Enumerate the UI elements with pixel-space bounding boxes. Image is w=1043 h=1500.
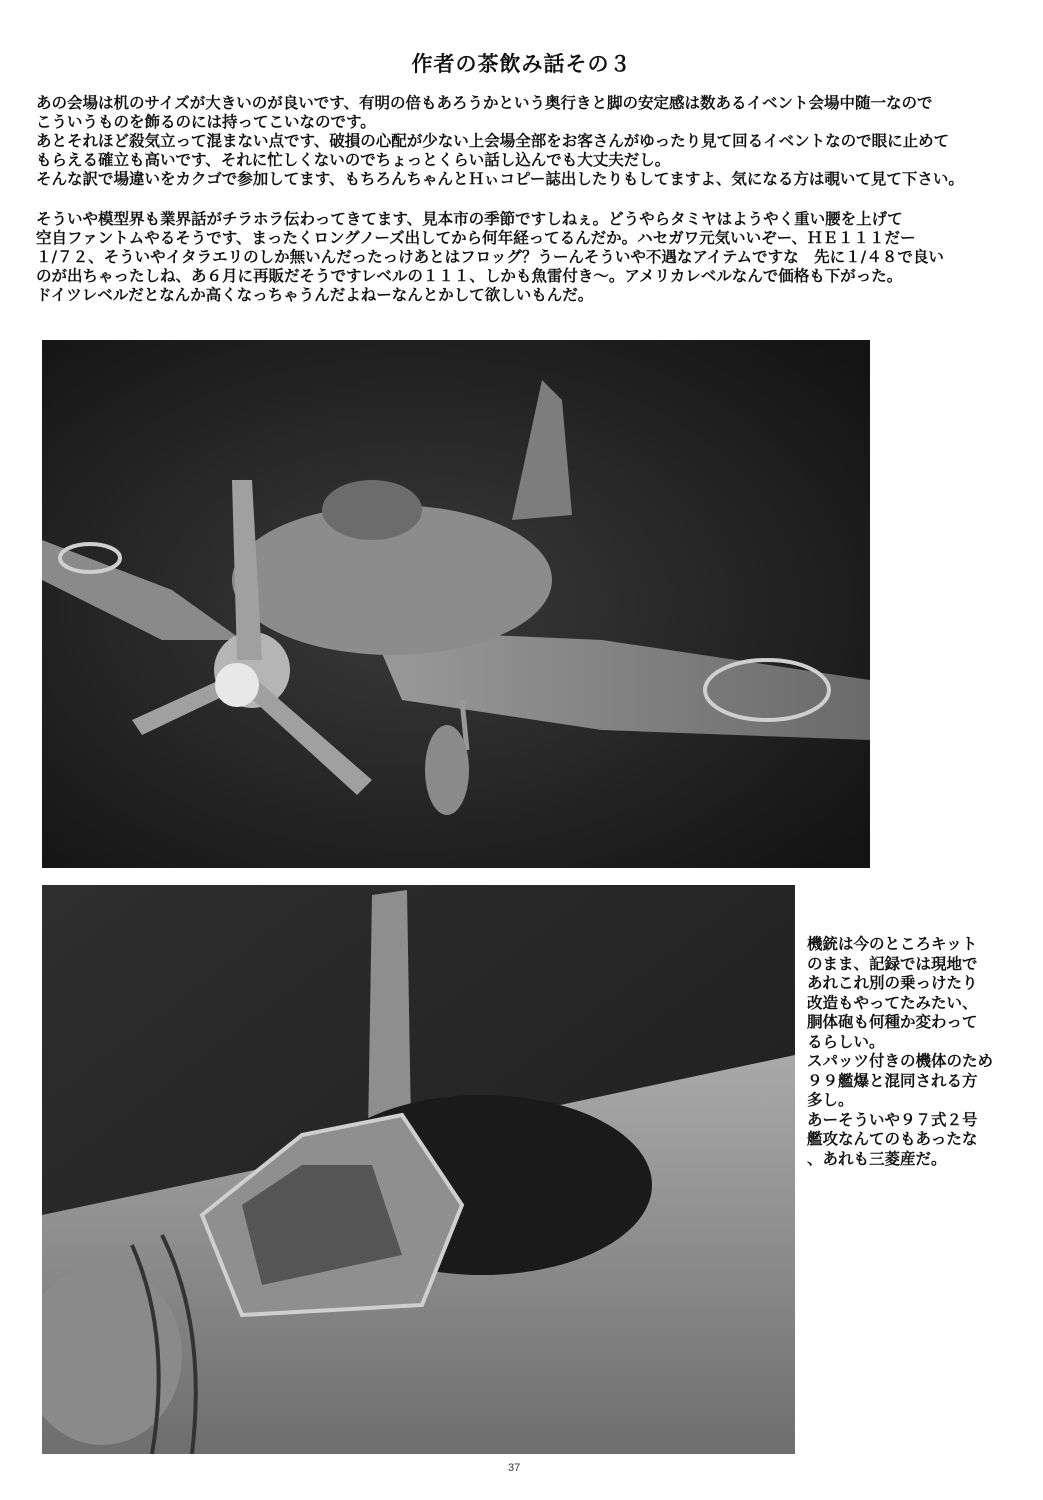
- text-line: あとそれほど殺気立って混まない点です、破損の心配が少ない上会場全部をお客さんがゆったり見て回るイベントなので眼に止めて: [36, 131, 950, 150]
- caption-line: 艦攻なんてのもあったな: [807, 1129, 978, 1148]
- text-line: １/７２、そういやイタラエリのしか無いんだったっけあとはフロッグ？うーんそういや不遇なアイテムですな 先に１/４８で良い: [36, 247, 944, 266]
- text-line: そういや模型界も業界話がチラホラ伝わってきてます、見本市の季節ですしねぇ。どうやらタミヤはようやく重い腰を上げて: [36, 209, 903, 228]
- text-line: 空自ファントムやるそうです、まったくロングノーズ出してから何年経ってるんだか。ハセガワ元気いいぞー、ＨＥ１１１だー: [36, 228, 916, 247]
- text-line: そんな訳で場違いをカクゴで参加してます、もちろんちゃんとＨぃコピー誌出したりもしてますよ、気になる方は覗いて見て下さい。: [36, 169, 964, 188]
- aircraft-model-photo-front: [42, 340, 870, 868]
- caption-line: のまま、記録では現地で: [807, 953, 978, 973]
- aircraft-model-photo-cockpit: [42, 885, 795, 1454]
- text-line: こういうものを飾るのには持ってこいなのです。: [36, 112, 376, 131]
- caption-line: ９９艦爆と混同される方: [807, 1070, 978, 1090]
- page-title: 作者の茶飲み話その３: [411, 51, 632, 76]
- text-line: ドイツレベルだとなんか高くなっちゃうんだよねーなんとかして欲しいもんだ。: [36, 285, 594, 304]
- paragraph-1: [36, 93, 1036, 188]
- text-line: のが出ちゃったしね、あ６月に再販だそうですレベルの１１１、しかも魚雷付き～。アメリカレベルなんで価格も下がった。: [36, 266, 903, 285]
- caption-line: るらしい。: [807, 1031, 885, 1051]
- page-number: 37: [508, 1462, 521, 1474]
- caption-line: あーそういや９７式２号: [807, 1109, 978, 1129]
- caption-line: 、あれも三菱産だ。: [807, 1148, 947, 1168]
- paragraph-2: [36, 209, 1036, 304]
- text-line: もらえる確立も高いです、それに忙しくないのでちょっとくらい話し込んでも大丈夫だし。: [36, 150, 671, 169]
- caption-line: 機銃は今のところキット: [807, 934, 978, 953]
- caption-line: 胴体砲も何種か変わって: [807, 1012, 978, 1031]
- caption-line: あれこれ別の乗っけたり: [807, 973, 978, 992]
- caption-line: スパッツ付きの機体のため: [807, 1051, 994, 1070]
- caption-line: 多し。: [807, 1090, 854, 1109]
- text-line: あの会場は机のサイズが大きいのが良いです、有明の倍もあろうかという奥行きと脚の安定感は数あるイベント会場中随一なので: [36, 93, 933, 112]
- caption-line: 改造もやってたみたい、: [807, 992, 978, 1012]
- photo-caption: [807, 934, 993, 1168]
